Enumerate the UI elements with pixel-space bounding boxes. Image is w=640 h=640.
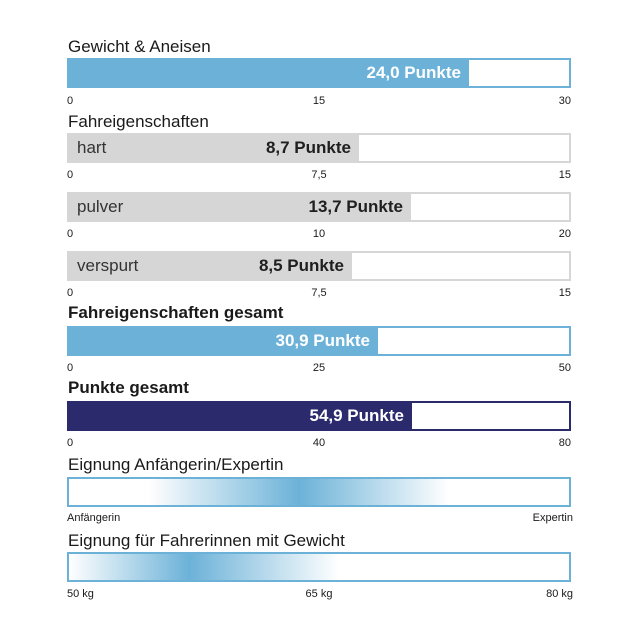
riding-total-bar-frame [67,326,571,356]
weight-tick-50kg: 50 kg [67,588,94,600]
weight-suitability-scale [67,552,571,582]
weight-suitability-title: Eignung für Fahrerinnen mit Gewicht [68,531,345,550]
verspurt-tick-max: 15 [558,287,571,299]
riding-total-value-label: 30,9 Punkte [275,331,370,350]
pulver-tick-min: 0 [67,228,74,240]
riding-total-tick-max: 50 [558,362,571,374]
weight-bar-frame [67,58,571,88]
level-suitability-title: Eignung Anfängerin/Expertin [68,455,284,474]
level-suitability-scale [67,477,571,507]
hart-bar-frame [67,133,571,163]
weight-tick-min: 0 [67,95,74,107]
riding-total-tick-min: 0 [67,362,74,374]
pulver-category-label: pulver [77,197,124,216]
hart-tick-max: 15 [558,169,571,181]
weight-title: Gewicht & Aneisen [68,37,211,56]
riding-total-title: Fahreigenschaften gesamt [68,303,284,322]
hart-value-label: 8,7 Punkte [265,138,351,157]
verspurt-value-label: 8,5 Punkte [258,256,344,275]
weight-value-label: 24,0 Punkte [366,63,461,82]
weight-tick-80kg: 80 kg [546,588,573,600]
level-tick-beginner: Anfängerin [67,512,121,524]
verspurt-bar-frame [67,251,571,281]
total-title: Punkte gesamt [68,378,189,397]
hart-tick-mid: 7,5 [311,169,327,181]
weight-tick-mid: 15 [312,95,326,107]
total-tick-max: 80 [558,437,571,449]
riding-total-tick-mid: 25 [312,362,326,374]
pulver-bar-frame [67,192,571,222]
pulver-value-label: 13,7 Punkte [308,197,403,216]
pulver-tick-max: 20 [558,228,571,240]
total-bar-frame [67,401,571,431]
verspurt-tick-min: 0 [67,287,74,299]
total-tick-min: 0 [67,437,74,449]
hart-category-label: hart [77,138,107,157]
verspurt-category-label: verspurt [77,256,139,275]
level-tick-expert: Expertin [532,512,573,524]
total-value-label: 54,9 Punkte [309,406,404,425]
weight-tick-65kg: 65 kg [305,588,333,600]
weight-tick-max: 30 [558,95,571,107]
hart-tick-min: 0 [67,169,74,181]
total-tick-mid: 40 [312,437,326,449]
verspurt-tick-mid: 7,5 [311,287,327,299]
riding-title: Fahreigenschaften [68,112,209,131]
pulver-tick-mid: 10 [312,228,326,240]
